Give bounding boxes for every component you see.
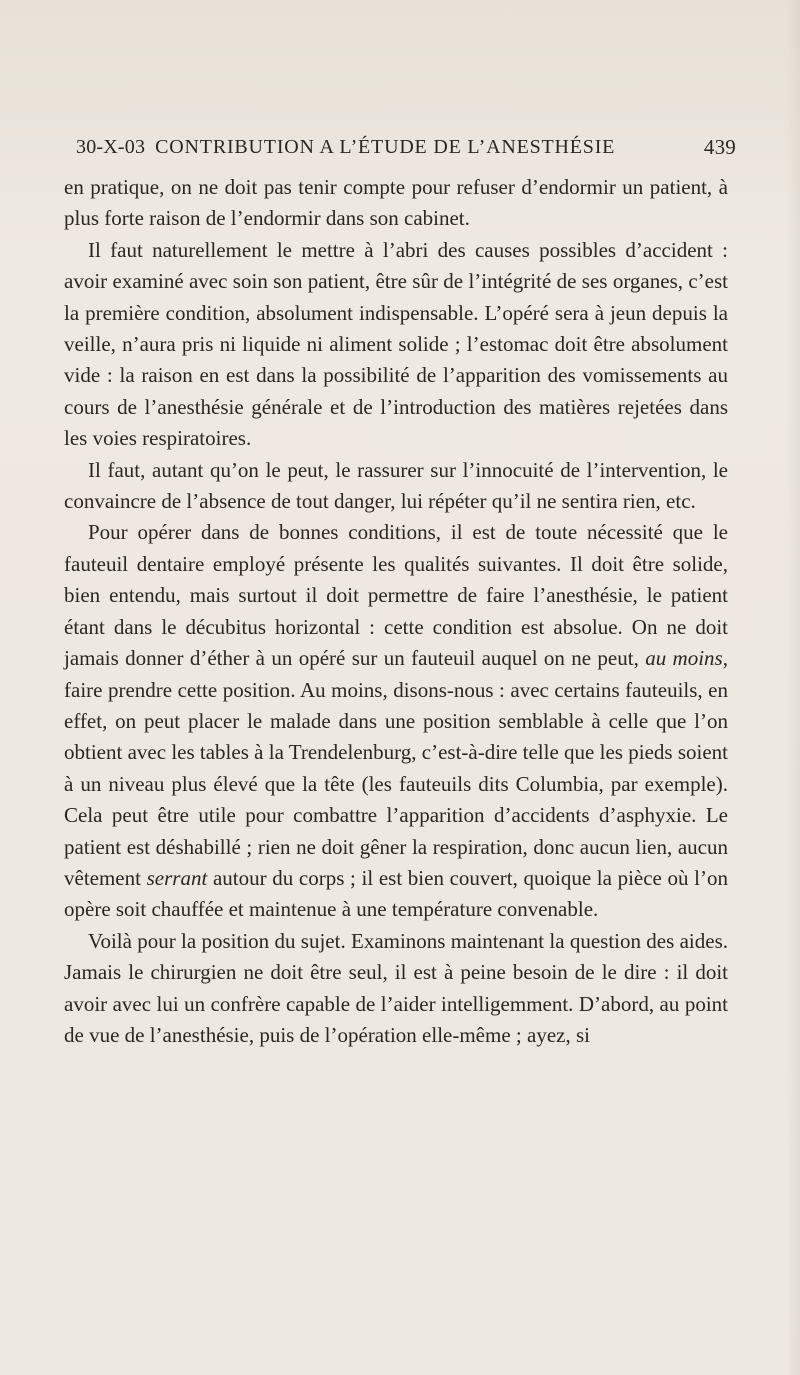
body-text [64,172,728,1051]
page-number: 439 [703,135,736,159]
paragraph-4-part-2: , faire prendre cette position. Au moins, disons-nous : avec certains fauteuils, en effet, on peut placer le malade dans une position semblable à celle que l’on obtient avec les tables à la Trendelenburg, c’est-à-dire telle que les pieds soient à un niveau plus élevé que la tête (les fauteuils dits Columbia, par exemple). Cela peut être utile pour combattre l’apparition d’accidents d’asphyxie. Le patient est déshabillé ; rien ne doit gêner la respiration, donc aucun lien, aucun vêtement [64,646,728,890]
header-title: CONTRIBUTION A L’ÉTUDE DE L’ANESTHÉSIE [155,135,616,158]
paragraph-1: en pratique, on ne doit pas tenir compte pour refuser d’endormir un patient, à plus forte raison de l’endormir dans son cabinet. [64,175,728,231]
header-date: 30-X-03 [76,135,146,158]
running-header [76,130,736,164]
italic-au-moins: au moins [645,646,723,671]
paragraph-5: Voilà pour la position du sujet. Examinons maintenant la question des aides. Jamais le chirurgien ne doit être seul, il est à peine besoin de le dire : il doit avoir avec lui un confrère capable de l’aider intelligemment. D’abord, au point de vue de l’anesthésie, puis de l’opération elle-même ; ayez, si [64,928,728,1047]
paragraph-4 [64,517,728,925]
paragraph-2: Il faut naturellement le mettre à l’abri des causes possibles d’accident : avoir examiné avec soin son patient, être sûr de l’intégrité de ses organes, c’est la première condition, absolument indispensable. L’opéré sera à jeun depuis la veille, n’aura pris ni liquide ni aliment solide ; l’estomac doit être absolument vide : la raison en est dans la possibilité de l’apparition des vomissements au cours de l’anesthésie générale et de l’introduction des matières rejetées dans les voies respiratoires. [64,237,728,451]
paragraph-4-part-1: Pour opérer dans de bonnes conditions, il est de toute nécessité que le fauteuil dentaire employé présente les qualités suivantes. Il doit être solide, bien entendu, mais surtout il doit permettre de faire l’anesthésie, le patient étant dans le décubitus horizontal : cette condition est absolue. On ne doit jamais donner d’éther à un opéré sur un fauteuil auquel on ne peut, [64,520,728,671]
italic-serrant: serrant [146,865,208,890]
paragraph-3: Il faut, autant qu’on le peut, le rassurer sur l’innocuité de l’intervention, le convaincre de l’absence de tout danger, lui répéter qu’il ne sentira rien, etc. [64,457,728,514]
paragraph-4-part-3: autour du corps ; il est bien couvert, quoique la pièce où l’on opère soit chauffée et maintenue à une température convenable. [64,865,729,922]
